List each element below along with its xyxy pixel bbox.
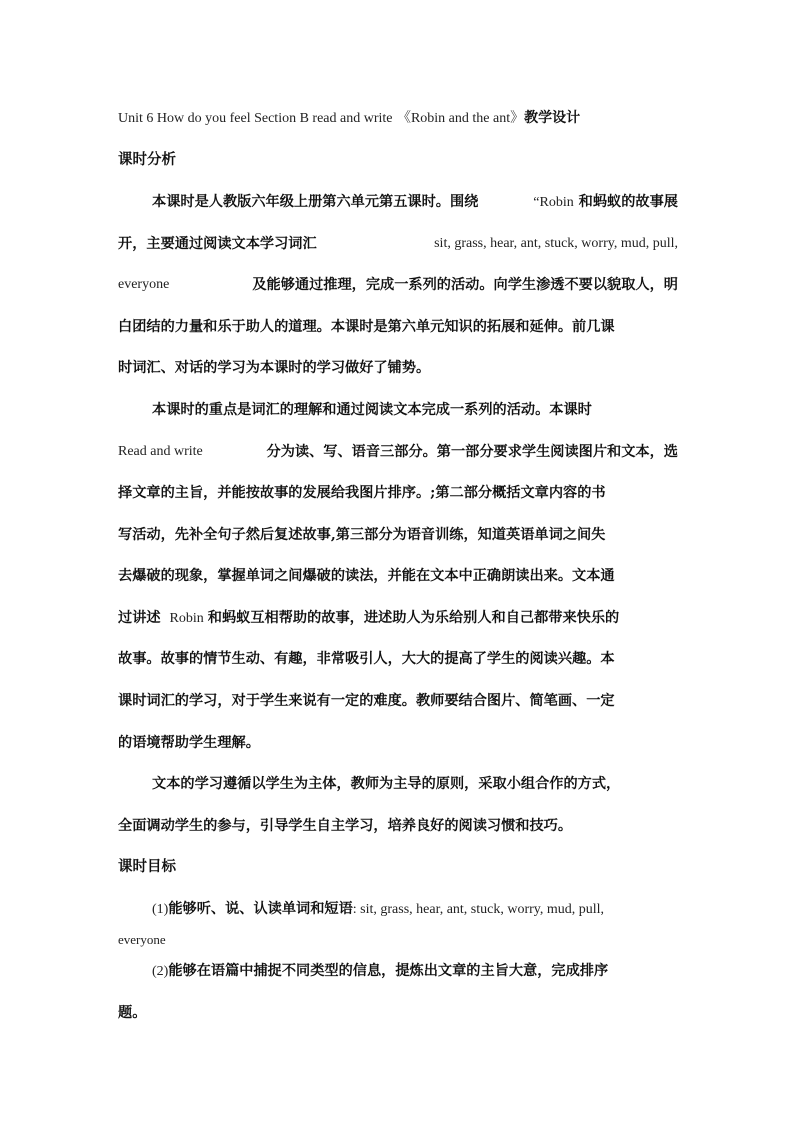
goal-1-line-1: (1)能够听、说、认读单词和短语: sit, grass, hear, ant, stuck, worry, mud, pull,	[152, 901, 605, 917]
title-book-name: 《Robin and the ant》	[396, 111, 525, 126]
p2-line-9: 的语境帮助学生理解。	[118, 735, 260, 751]
title-chinese: 教学设计	[524, 110, 581, 126]
p2-line-6: 过讲述 Robin 和蚂蚁互相帮助的故事，进述助人为乐给别人和自己都带来快乐的	[118, 610, 620, 626]
document-title	[118, 108, 678, 129]
p1-line-3: everyone 及能够通过推理，完成一系列的活动。向学生渗透不要以貌取人，明	[118, 277, 678, 293]
p2-line-7: 故事。故事的情节生动、有趣，非常吸引人，大大的提高了学生的阅读兴趣。本	[118, 651, 615, 667]
goal-1-line-2: everyone	[118, 932, 166, 947]
p2-line-3: 择文章的主旨，并能按故事的发展给我图片排序。;第二部分概括文章内容的书	[118, 485, 606, 501]
p3-line-2: 全面调动学生的参与，引导学生自主学习，培养良好的阅读习惯和技巧。	[118, 818, 573, 834]
p1-line-4: 白团结的力量和乐于助人的道理。本课时是第六单元知识的拓展和延伸。前几课	[118, 319, 615, 335]
goal-2-line-1: (2)能够在语篇中捕捉不同类型的信息，提炼出文章的主旨大意，完成排序	[152, 963, 609, 979]
p3-line-1: 文本的学习遵循以学生为主体，教师为主导的原则，采取小组合作的方式，	[152, 776, 621, 792]
p2-line-8: 课时词汇的学习，对于学生来说有一定的难度。教师要结合图片、简笔画、一定	[118, 693, 615, 709]
goal-2-line-2: 题。	[118, 1005, 147, 1021]
p2-line-5: 去爆破的现象，掌握单词之间爆破的读法，并能在文本中正确朗读出来。文本通	[118, 568, 615, 584]
p2-line-1: 本课时的重点是词汇的理解和通过阅读文本完成一系列的活动。本课时	[152, 402, 592, 418]
p1-line-1: 本课时是人教版六年级上册第六单元第五课时。围绕 “Robin 和蚂蚁的故事展	[152, 194, 678, 210]
title-english: Unit 6 How do you feel Section B read and write	[118, 111, 393, 126]
p1-line-2: 开，主要通过阅读文本学习词汇 sit, grass, hear, ant, stuck, worry, mud, pull,	[118, 236, 678, 252]
heading-lesson-analysis: 课时分析	[118, 151, 176, 168]
p2-line-4: 写活动，先补全句子然后复述故事,第三部分为语音训练，知道英语单词之间失	[118, 527, 606, 543]
p1-line-5: 时词汇、对话的学习为本课时的学习做好了铺势。	[118, 360, 431, 376]
heading-lesson-goals: 课时目标	[118, 858, 176, 875]
p2-line-2: Read and write 分为读、写、语音三部分。第一部分要求学生阅读图片和文本，选	[118, 444, 678, 460]
